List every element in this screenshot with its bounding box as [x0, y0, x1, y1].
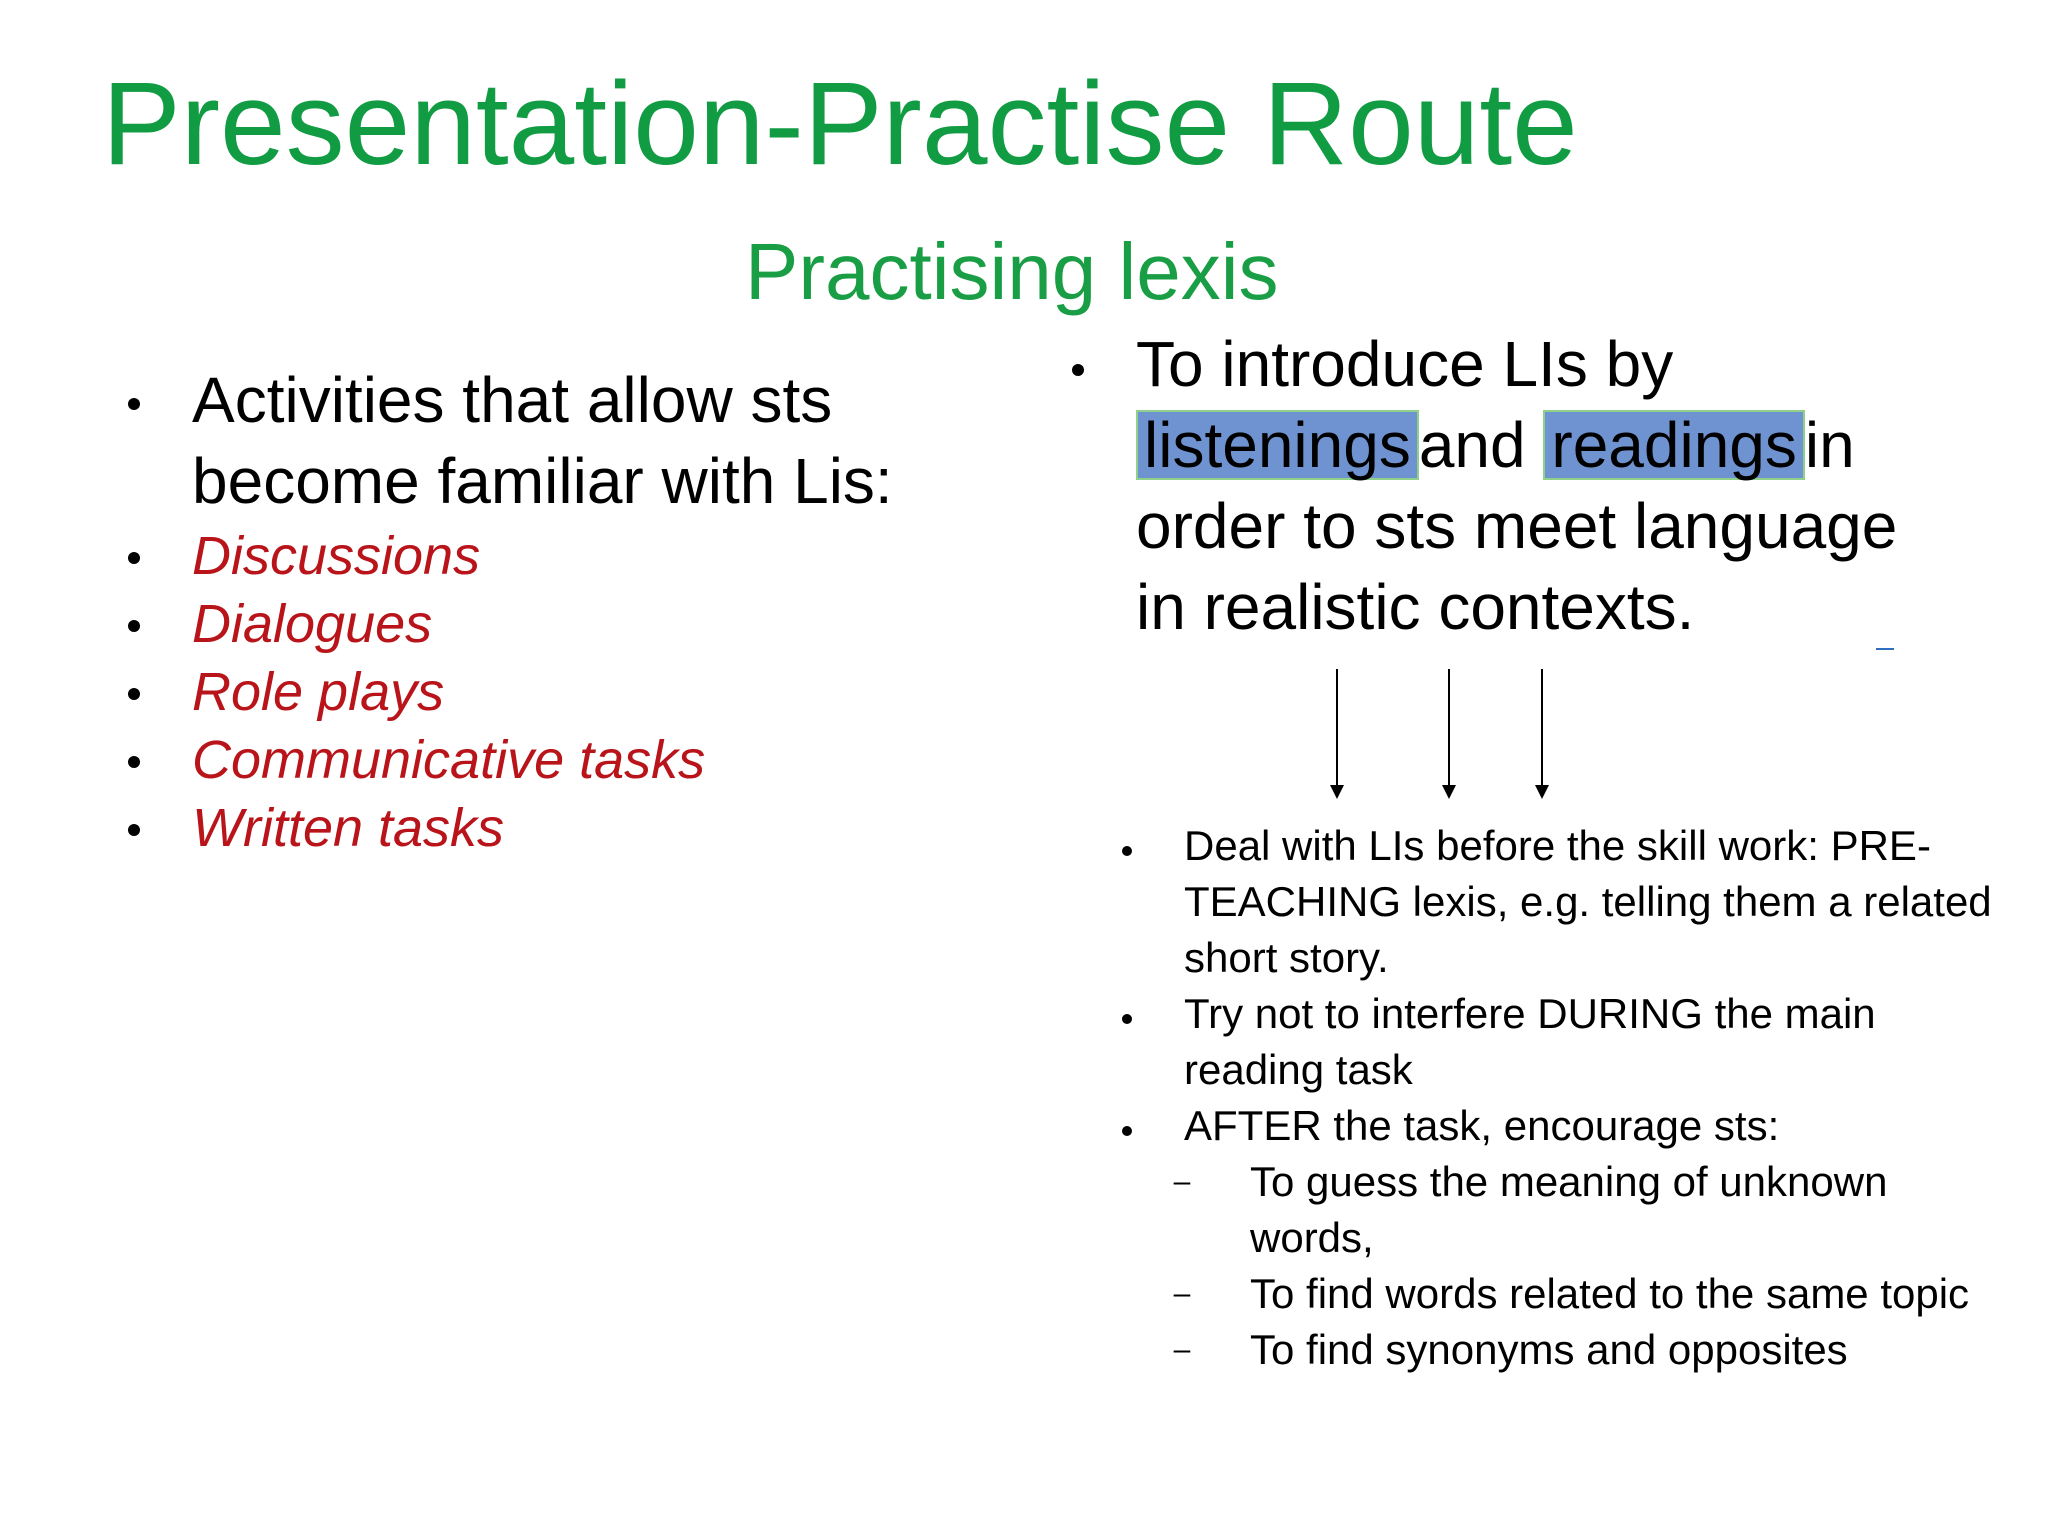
example-text: Role plays [192, 662, 445, 722]
right-line1: To introduce LIs by [1136, 328, 1674, 400]
bullet-dot-icon [128, 552, 140, 564]
detail-item [1118, 1098, 2018, 1378]
bullet-dot-icon [128, 756, 140, 768]
bullet-dot-icon [128, 824, 140, 836]
example-item [124, 590, 984, 658]
detail-text: AFTER the task, encourage sts: [1184, 1102, 1780, 1149]
bullet-dot-icon [128, 620, 140, 632]
detail-subitem [1162, 1266, 2018, 1322]
left-lead-item [124, 360, 984, 522]
text-cursor-mark [1876, 648, 1894, 650]
subitem-text: To find synonyms and opposites [1250, 1326, 1848, 1373]
dash-icon: – [1173, 1165, 1191, 1198]
arrow-down-icon [1535, 669, 1549, 799]
bullet-dot-icon [1122, 1014, 1132, 1024]
right-lead-item [1068, 324, 2008, 648]
example-item [124, 658, 984, 726]
detail-item [1118, 818, 2018, 986]
bullet-dot-icon [1122, 1126, 1132, 1136]
left-bullet-list [124, 360, 984, 862]
left-lead-line2: become familiar with Lis: [192, 445, 893, 517]
dash-icon: – [1173, 1277, 1191, 1310]
arrow-down-icon [1442, 669, 1456, 799]
example-item [124, 794, 984, 862]
arrow-down-icon [1330, 669, 1344, 799]
example-text: Dialogues [192, 594, 433, 654]
highlight-listenings: listenings [1136, 410, 1419, 480]
bullet-dot-icon [128, 688, 140, 700]
down-arrows [1300, 665, 1560, 805]
subitem-text: To guess the meaning of unknown words, [1250, 1158, 1888, 1261]
slide-title: Presentation-Practise Route [102, 58, 1578, 190]
right-line3: order to sts meet language [1136, 490, 1898, 562]
dash-icon: – [1173, 1333, 1191, 1366]
bullet-dot-icon [1122, 846, 1132, 856]
word-and: and [1418, 409, 1526, 481]
detail-text: Try not to interfere DURING the main reading task [1184, 990, 1876, 1093]
subitem-text: To find words related to the same topic [1250, 1270, 1970, 1317]
highlight-readings: readings [1543, 410, 1805, 480]
bullet-dot-icon [128, 398, 140, 410]
example-item [124, 522, 984, 590]
example-text: Written tasks [192, 798, 505, 858]
detail-bullet-list [1118, 818, 2018, 1378]
example-text: Discussions [192, 526, 481, 586]
detail-subitem [1162, 1322, 2018, 1378]
left-lead-line1: Activities that allow sts [192, 364, 833, 436]
example-text: Communicative tasks [192, 730, 706, 790]
detail-sublist [1173, 1154, 2018, 1378]
example-item [124, 726, 984, 794]
detail-subitem [1162, 1154, 2018, 1266]
right-line4: in realistic contexts. [1136, 571, 1695, 643]
right-bullet-list [1068, 324, 2008, 648]
word-in: in [1804, 409, 1855, 481]
detail-text: Deal with LIs before the skill work: PRE-TEACHING lexis, e.g. telling them a related short story. [1184, 822, 1992, 981]
bullet-dot-icon [1072, 364, 1084, 376]
detail-item [1118, 986, 2018, 1098]
slide-subtitle: Practising lexis [745, 227, 1279, 316]
